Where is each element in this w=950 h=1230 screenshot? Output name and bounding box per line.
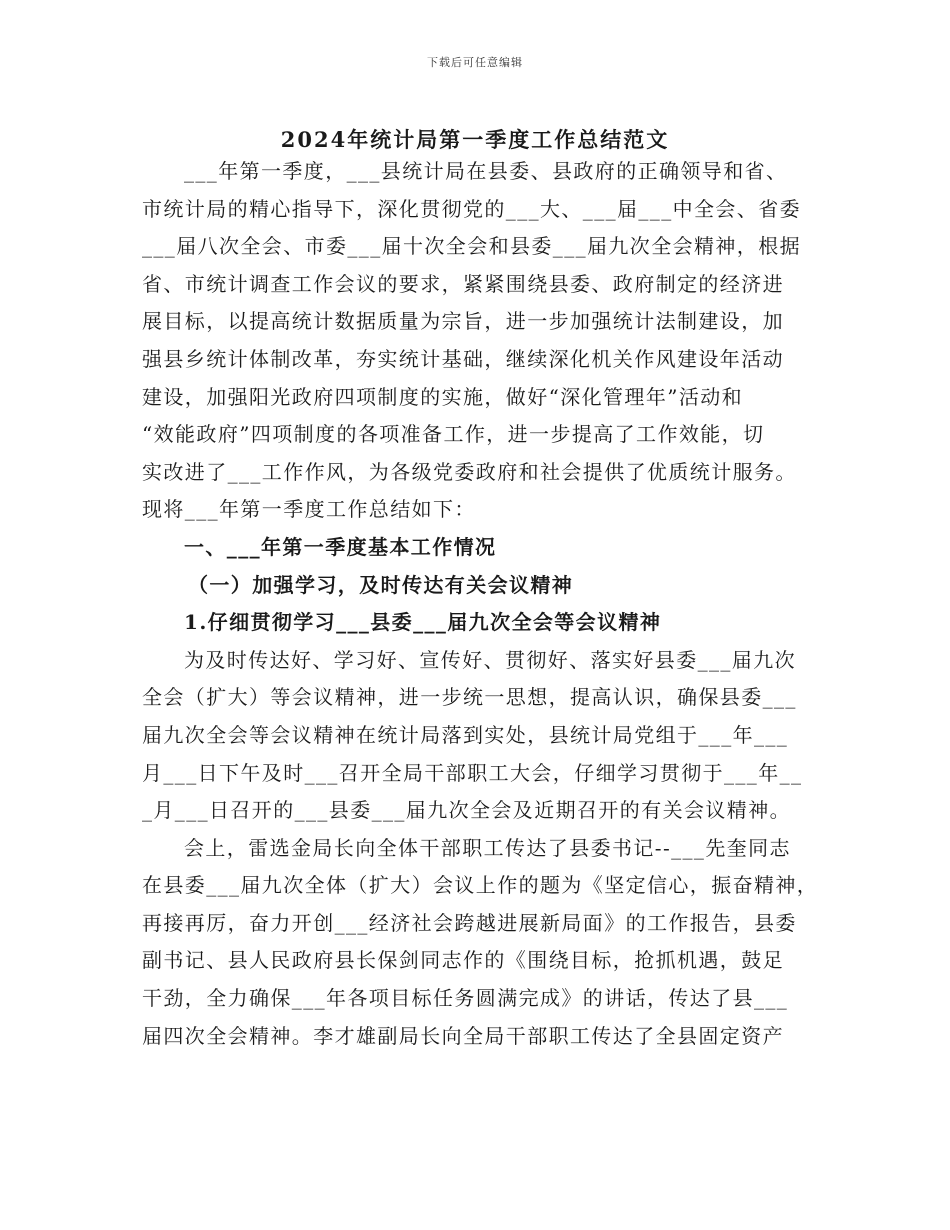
- subsection-heading: （一）加强学习，及时传达有关会议精神: [188, 572, 574, 597]
- paragraph-line: “效能政府”四项制度的各项准备工作，进一步提高了工作效能，切: [142, 422, 765, 447]
- paragraph-line: 省、市统计调查工作会议的要求，紧紧围绕县委、政府制定的经济进: [142, 271, 784, 296]
- paragraph-line: ___年第一季度，___县统计局在县委、县政府的正确领导和省、: [184, 159, 788, 183]
- document-body: [142, 153, 819, 1055]
- paragraph-line: 现将___年第一季度工作总结如下：: [142, 497, 476, 522]
- paragraph-line: 全会（扩大）等会议精神，进一步统一思想，提高认识，确保县委___: [142, 685, 797, 710]
- paragraph-line: 届九次全会等会议精神在统计局落到实处，县统计局党组于___年___: [142, 722, 789, 747]
- paragraph-line: 强县乡统计体制改革，夯实统计基础，继续深化机关作风建设年活动: [142, 346, 784, 371]
- document-title: 2024年统计局第一季度工作总结范文: [280, 127, 670, 152]
- header-watermark: 下载后可任意编辑: [427, 56, 523, 69]
- paragraph-line: 为及时传达好、学习好、宣传好、贯彻好、落实好县委___届九次: [184, 647, 796, 672]
- paragraph-line: 市统计局的精心指导下，深化贯彻党的___大、___届___中全会、省委: [142, 196, 801, 221]
- item-heading: 1.仔细贯彻学习___县委___届九次全会等会议精神: [184, 610, 662, 635]
- paragraph-line: 月___日下午及时___召开全局干部职工大会，仔细学习贯彻于___年__: [142, 760, 803, 785]
- paragraph-line: 副书记、县人民政府县长保剑同志作的《围绕目标，抢抓机遇，鼓足: [142, 948, 784, 973]
- paragraph-line: 届四次全会精神。李才雄副局长向全局干部职工传达了全县固定资产: [142, 1023, 784, 1048]
- paragraph-line: 建设，加强阳光政府四项制度的实施，做好“深化管理年”活动和: [142, 384, 744, 409]
- paragraph-line: 再接再厉，奋力开创___经济社会跨越进展新局面》的工作报告，县委: [142, 910, 797, 935]
- paragraph-line: ___届八次全会、市委___届十次全会和县委___届九次全会精神，根据: [142, 234, 801, 259]
- paragraph-line: 干劲，全力确保___年各项目标任务圆满完成》的讲话，传达了县___: [142, 986, 789, 1011]
- section-heading: 一、___年第一季度基本工作情况: [184, 534, 497, 559]
- paragraph-line: _月___日召开的___县委___届九次全会及近期召开的有关会议精神。: [142, 798, 791, 823]
- paragraph-line: 会上，雷选金局长向全体干部职工传达了县委书记--___先奎同志: [184, 835, 791, 860]
- paragraph-line: 在县委___届九次全体（扩大）会议上作的题为《坚定信心，振奋精神，: [142, 873, 819, 898]
- paragraph-line: 展目标，以提高统计数据质量为宗旨，进一步加强统计法制建设，加: [142, 309, 784, 334]
- paragraph-line: 实改进了___工作作风，为各级党委政府和社会提供了优质统计服务。: [142, 459, 797, 484]
